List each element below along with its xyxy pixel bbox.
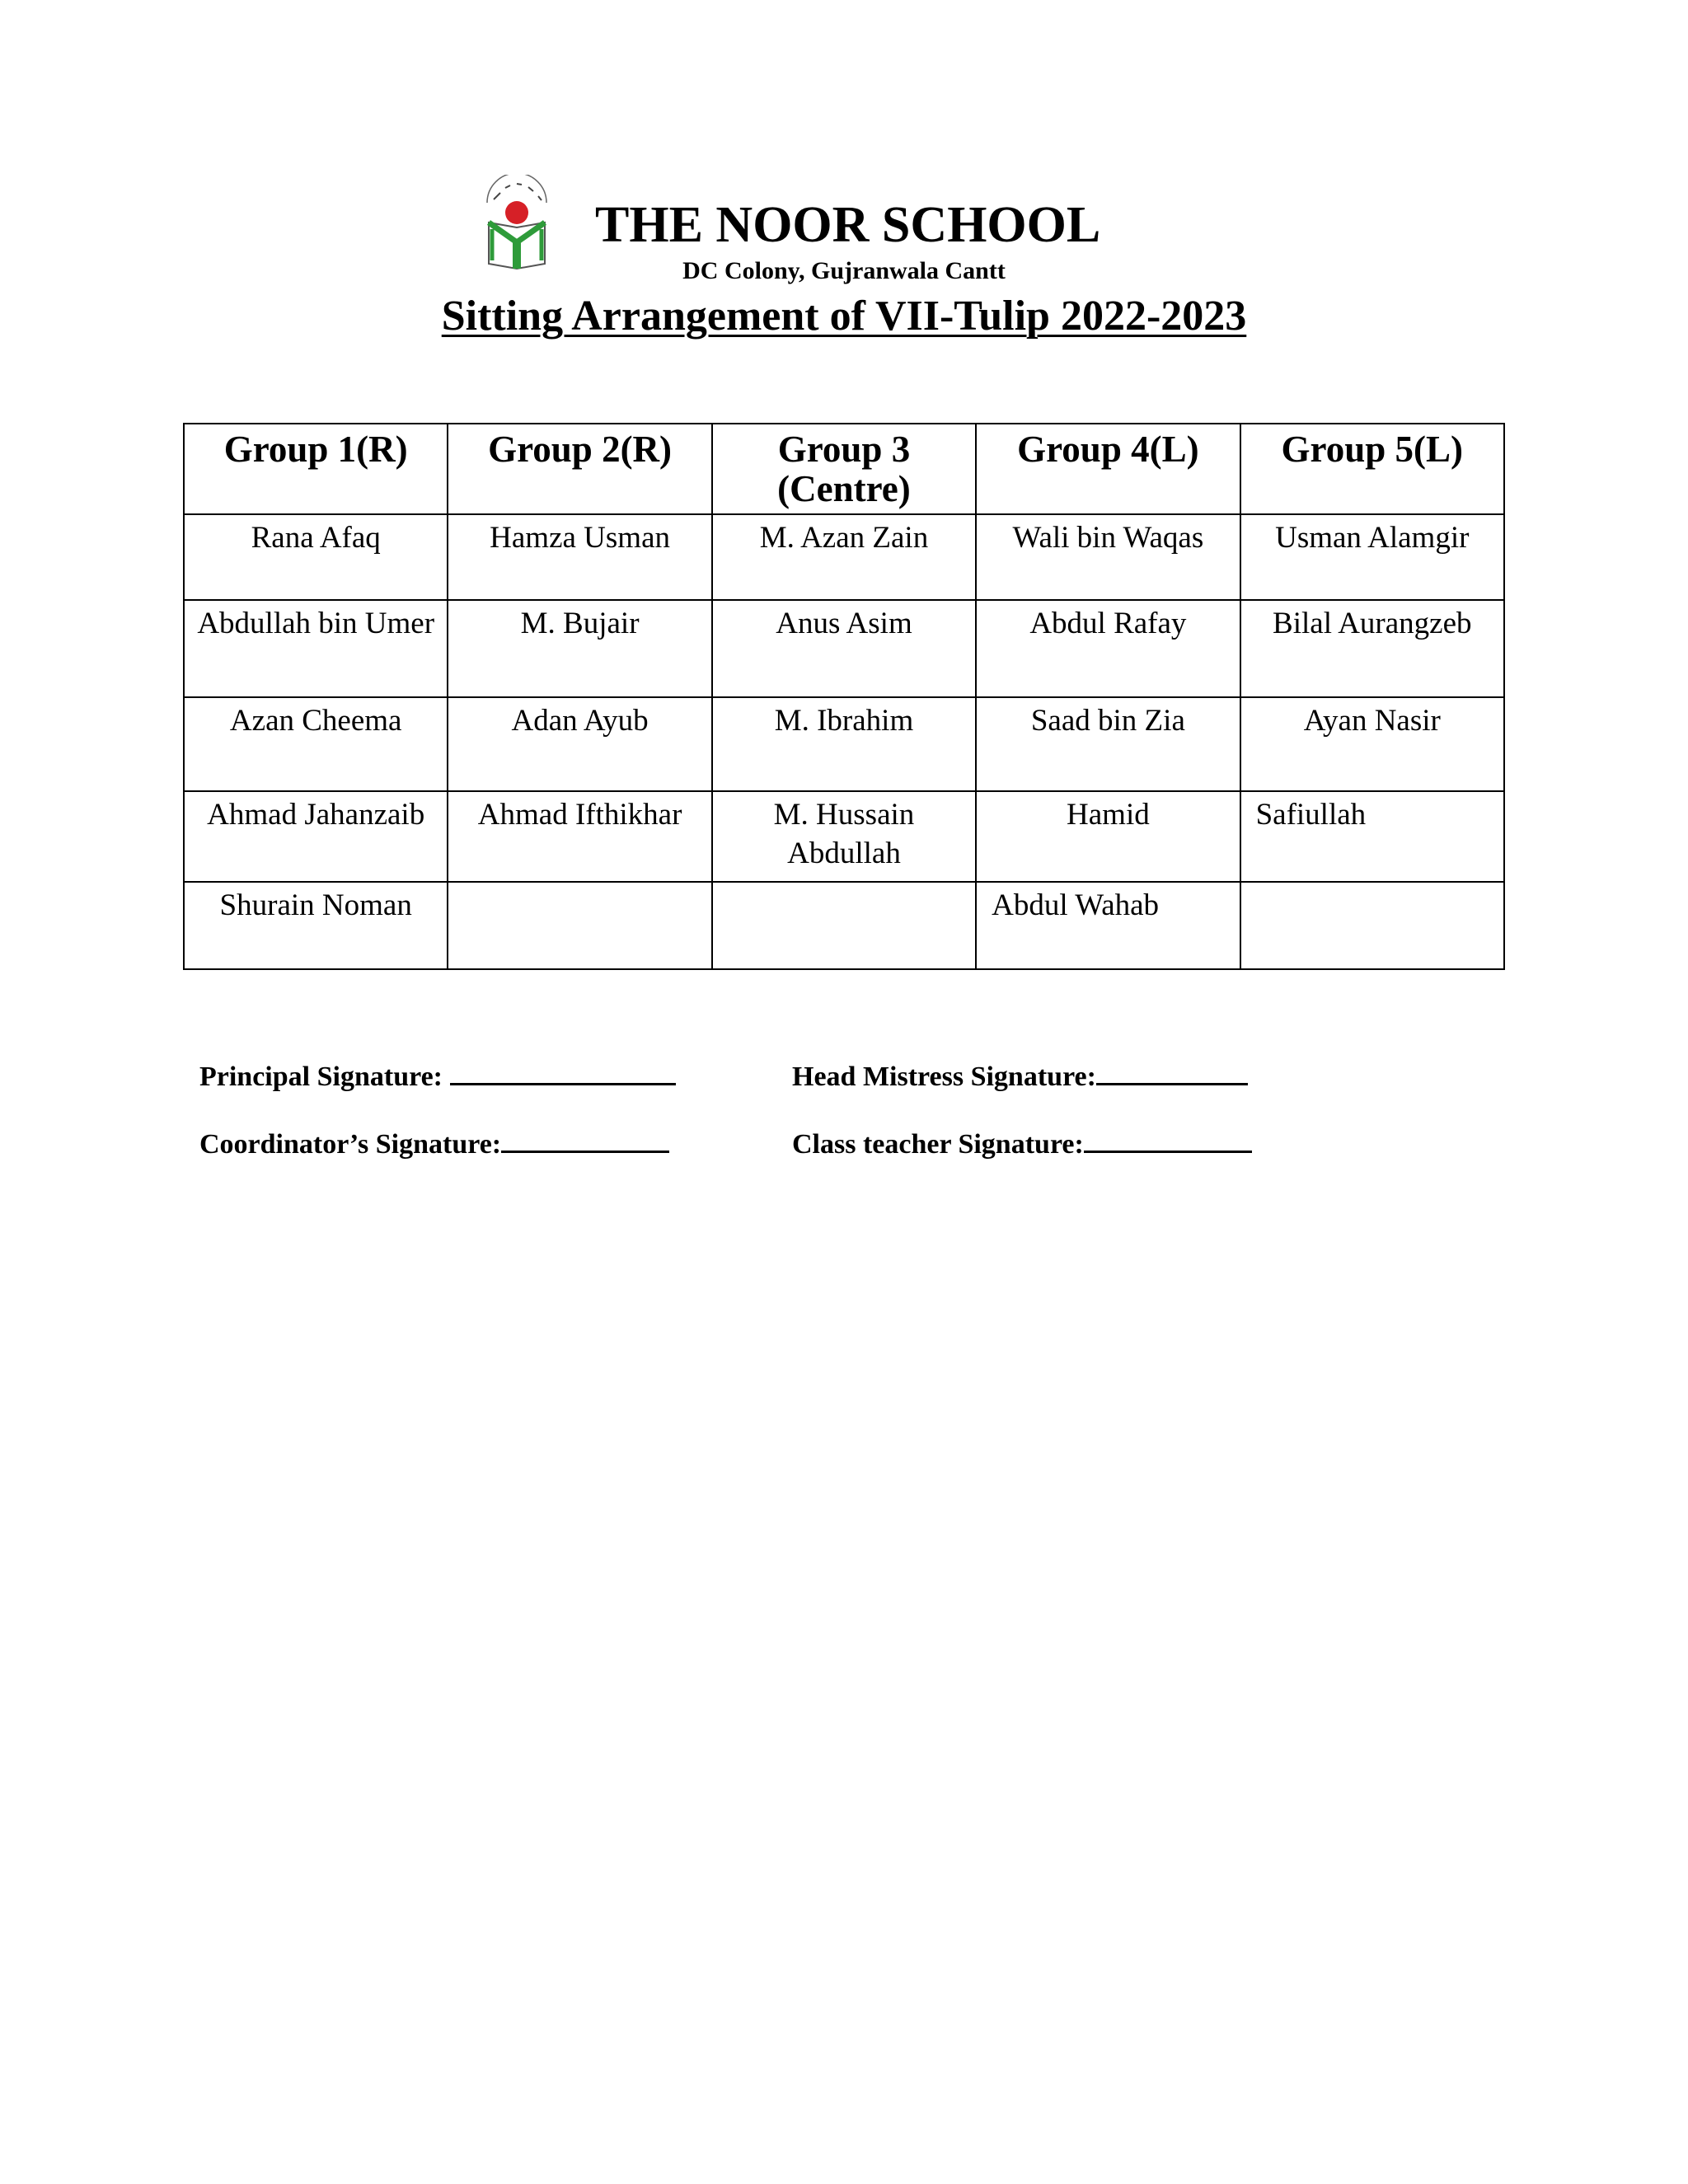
principal-signature-label: Principal Signature: <box>199 1062 450 1092</box>
principal-signature-line <box>450 1058 676 1085</box>
table-cell: M. Ibrahim <box>712 697 976 791</box>
group-4-header: Group 4(L) <box>976 424 1240 514</box>
table-cell: Ayan Nasir <box>1240 697 1504 791</box>
table-cell: Saad bin Zia <box>976 697 1240 791</box>
table-row <box>184 882 1504 969</box>
table-cell: Hamid <box>976 791 1240 882</box>
table-cell <box>1240 882 1504 969</box>
head-mistress-signature <box>792 1058 1248 1094</box>
table-row <box>184 791 1504 882</box>
group-1-header: Group 1(R) <box>184 424 448 514</box>
table-cell: Ahmad Jahanzaib <box>184 791 448 882</box>
table-cell: Hamza Usman <box>448 514 711 600</box>
table-cell <box>448 882 711 969</box>
coordinator-signature <box>199 1126 669 1161</box>
head-mistress-signature-label: Head Mistress Signature: <box>792 1062 1096 1092</box>
table-cell: Safiullah <box>1240 791 1504 882</box>
table-cell: M. Bujair <box>448 600 711 697</box>
class-teacher-signature-line <box>1084 1126 1252 1153</box>
group-2-header: Group 2(R) <box>448 424 711 514</box>
table-cell: Shurain Noman <box>184 882 448 969</box>
table-cell: Bilal Aurangzeb <box>1240 600 1504 697</box>
head-mistress-signature-line <box>1096 1058 1248 1085</box>
sitting-arrangement-table <box>183 423 1505 970</box>
table-cell: Abdul Wahab <box>976 882 1240 969</box>
class-teacher-signature <box>792 1126 1252 1161</box>
coordinator-signature-label: Coordinator’s Signature: <box>199 1129 502 1160</box>
table-cell: Abdullah bin Umer <box>184 600 448 697</box>
school-address: DC Colony, Gujranwala Cantt <box>682 257 1006 284</box>
table-row <box>184 697 1504 791</box>
table-cell: Azan Cheema <box>184 697 448 791</box>
table-row <box>184 514 1504 600</box>
group-3-header: Group 3 (Centre) <box>712 424 976 514</box>
group-5-header: Group 5(L) <box>1240 424 1504 514</box>
table-cell: M. Hussain Abdullah <box>712 791 976 882</box>
table-cell: Adan Ayub <box>448 697 711 791</box>
school-name: THE NOOR SCHOOL <box>595 197 1101 253</box>
coordinator-signature-line <box>501 1126 669 1153</box>
table-cell: Abdul Rafay <box>976 600 1240 697</box>
table-cell: Anus Asim <box>712 600 976 697</box>
class-teacher-signature-label: Class teacher Signature: <box>792 1129 1084 1160</box>
table-cell: Wali bin Waqas <box>976 514 1240 600</box>
table-row <box>184 600 1504 697</box>
table-cell: Ahmad Ifthikhar <box>448 791 711 882</box>
document-title: Sitting Arrangement of VII-Tulip 2022-2023 <box>441 293 1247 340</box>
table-cell: Rana Afaq <box>184 514 448 600</box>
principal-signature <box>199 1058 676 1094</box>
table-cell <box>712 882 976 969</box>
table-cell: M. Azan Zain <box>712 514 976 600</box>
table-header-row <box>184 424 1504 514</box>
table-cell: Usman Alamgir <box>1240 514 1504 600</box>
